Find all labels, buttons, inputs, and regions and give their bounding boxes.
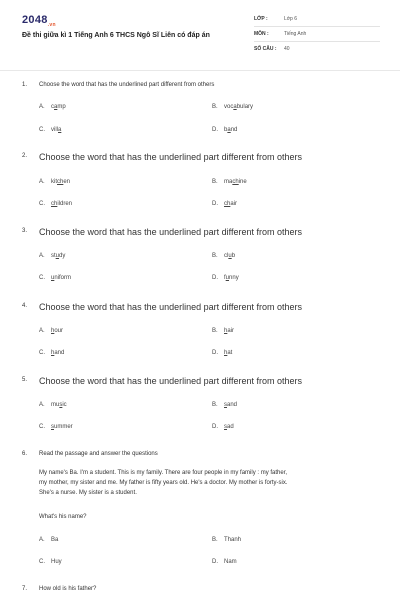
option-label: D. (212, 201, 218, 207)
meta-count-key: SỐ CÂU : (254, 46, 277, 52)
option-text: band (224, 127, 238, 133)
site-logo[interactable] (22, 14, 56, 28)
meta-class-value: Lớp 6 (284, 16, 298, 22)
option-text: sad (224, 424, 234, 430)
option-c[interactable] (39, 201, 72, 207)
option-label: C. (39, 275, 45, 281)
option-c[interactable] (39, 559, 62, 565)
option-label: A. (39, 402, 45, 408)
option-b[interactable] (212, 402, 237, 408)
question-text: Choose the word that has the underlined part different from others (39, 302, 302, 312)
option-a[interactable] (39, 537, 58, 543)
passage-line: She's a nurse. My sister is a student. (39, 490, 137, 496)
option-label: D. (212, 127, 218, 133)
meta-subject-key: MÔN : (254, 31, 269, 37)
passage-line: my mother, my sister and me. My father is fifty years old. He's a doctor. My mother is forty-six. (39, 480, 288, 486)
option-text: funny (224, 275, 239, 281)
option-label: C. (39, 127, 45, 133)
question-text: Choose the word that has the underlined part different from others (39, 152, 302, 162)
option-c[interactable] (39, 350, 64, 356)
question-number: 7. (22, 586, 28, 592)
option-label: A. (39, 253, 45, 259)
option-text: summer (51, 424, 73, 430)
sub-question: What's his name? (39, 514, 87, 520)
question-number: 4. (22, 303, 28, 309)
option-text: hair (224, 328, 235, 334)
meta-subject (254, 28, 380, 42)
option-text: camp (51, 104, 66, 110)
passage-line: My name's Ba. I'm a student. This is my family. There are four people in my family : my father, (39, 470, 288, 476)
option-text: Nam (224, 559, 237, 565)
option-b[interactable] (212, 328, 234, 334)
option-d[interactable] (212, 350, 232, 356)
option-label: D. (212, 424, 218, 430)
option-d[interactable] (212, 424, 234, 430)
option-text: chair (224, 201, 238, 207)
option-text: hat (224, 350, 233, 356)
meta-count (254, 43, 380, 57)
option-a[interactable] (39, 328, 63, 334)
question-number: 5. (22, 377, 28, 383)
option-d[interactable] (212, 275, 239, 281)
option-label: A. (39, 328, 45, 334)
option-label: A. (39, 179, 45, 185)
option-label: C. (39, 424, 45, 430)
logo-text: 2048 (22, 14, 48, 26)
question-text: Read the passage and answer the questions (39, 451, 158, 457)
option-text: Thanh (224, 537, 242, 543)
option-c[interactable] (39, 127, 61, 133)
option-text: children (51, 201, 73, 207)
option-text: sand (224, 402, 238, 408)
option-label: B. (212, 537, 218, 543)
option-c[interactable] (39, 275, 71, 281)
option-text: villa (51, 127, 62, 133)
option-a[interactable] (39, 179, 70, 185)
option-b[interactable] (212, 537, 241, 543)
option-b[interactable] (212, 179, 247, 185)
option-d[interactable] (212, 127, 237, 133)
option-d[interactable] (212, 559, 237, 565)
option-label: B. (212, 328, 218, 334)
option-text: hour (51, 328, 64, 334)
question-number: 1. (22, 82, 28, 88)
meta-subject-value: Tiếng Anh (284, 31, 307, 37)
exam-title: Đề thi giữa kì 1 Tiếng Anh 6 THCS Ngô Sĩ Liên có đáp án (22, 32, 210, 39)
option-label: C. (39, 201, 45, 207)
option-label: D. (212, 275, 218, 281)
page-header (0, 0, 400, 68)
logo-suffix: .vn (47, 22, 56, 29)
option-label: D. (212, 350, 218, 356)
option-c[interactable] (39, 424, 73, 430)
question-text: How old is his father? (39, 586, 97, 592)
meta-class (254, 13, 380, 27)
question-text: Choose the word that has the underlined part different from others (39, 82, 215, 88)
question-text: Choose the word that has the underlined part different from others (39, 227, 302, 237)
option-text: kitchen (51, 179, 71, 185)
option-label: C. (39, 559, 45, 565)
option-text: club (224, 253, 236, 259)
option-text: Huy (51, 559, 62, 565)
option-a[interactable] (39, 104, 66, 110)
option-text: uniform (51, 275, 72, 281)
option-label: D. (212, 559, 218, 565)
meta-count-value: 40 (284, 46, 290, 52)
question-number: 2. (22, 153, 28, 159)
option-label: A. (39, 537, 45, 543)
reading-passage (39, 468, 374, 498)
option-text: vocabulary (224, 104, 254, 110)
option-label: C. (39, 350, 45, 356)
header-divider (0, 70, 400, 71)
question-text: Choose the word that has the underlined part different from others (39, 376, 302, 386)
option-b[interactable] (212, 253, 235, 259)
option-label: B. (212, 402, 218, 408)
question-number: 6. (22, 451, 28, 457)
option-b[interactable] (212, 104, 253, 110)
option-text: machine (224, 179, 247, 185)
option-text: study (51, 253, 66, 259)
meta-class-key: LỚP : (254, 16, 268, 22)
option-label: B. (212, 179, 218, 185)
option-a[interactable] (39, 253, 65, 259)
option-label: B. (212, 253, 218, 259)
option-label: B. (212, 104, 218, 110)
option-text: Ba (51, 537, 59, 543)
option-text: music (51, 402, 67, 408)
question-number: 3. (22, 228, 28, 234)
option-d[interactable] (212, 201, 237, 207)
option-a[interactable] (39, 402, 67, 408)
option-text: hand (51, 350, 65, 356)
option-label: A. (39, 104, 45, 110)
